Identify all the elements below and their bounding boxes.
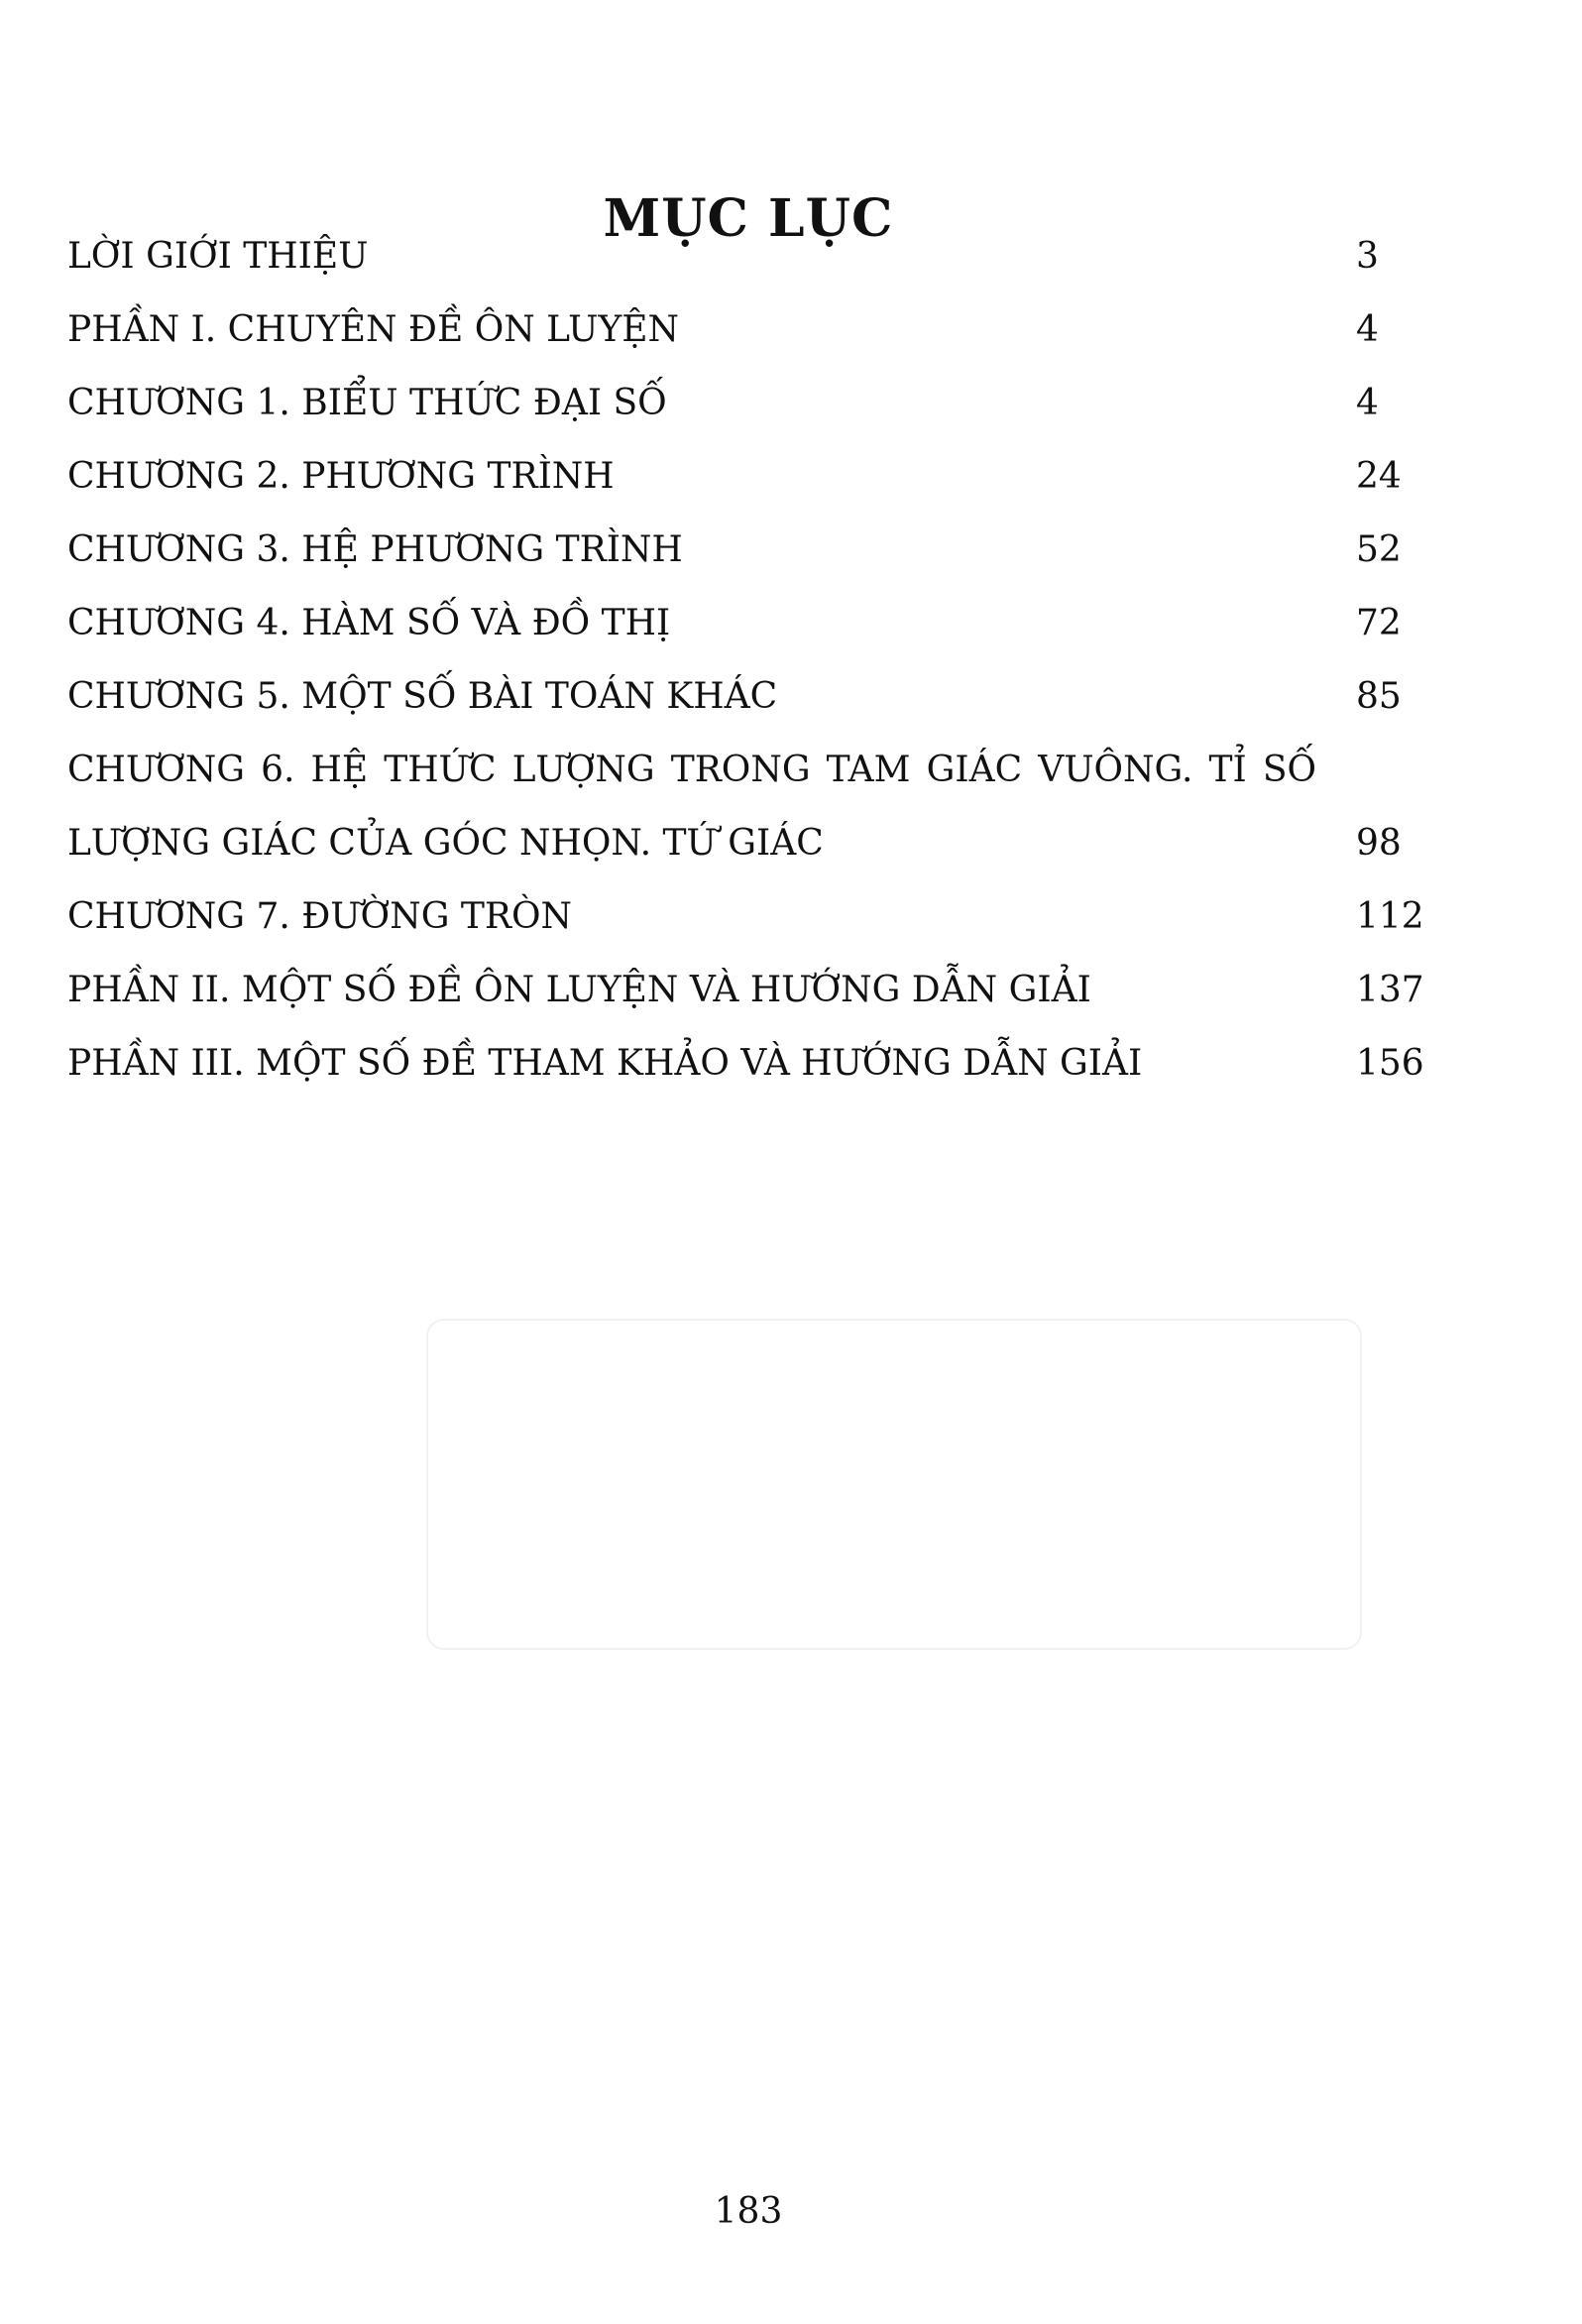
- toc-entry-label: CHƯƠNG 5. MỘT SỐ BÀI TOÁN KHÁC: [67, 676, 778, 717]
- toc-entry-page: 52: [1356, 529, 1402, 570]
- toc-entry-page: 72: [1356, 603, 1402, 643]
- toc-entry: [67, 587, 1425, 660]
- toc-entry: [67, 954, 1425, 1027]
- toc-entry-page: 85: [1356, 676, 1402, 717]
- toc-entry-label: CHƯƠNG 3. HỆ PHƯƠNG TRÌNH: [67, 529, 683, 570]
- toc-entry: [67, 440, 1425, 514]
- toc-entry-label: CHƯƠNG 6. HỆ THỨC LƯỢNG TRONG TAM GIÁC VUÔNG. TỈ SỐ: [67, 750, 1316, 790]
- toc-entry: [67, 367, 1425, 440]
- toc-entry-label: PHẦN I. CHUYÊN ĐỀ ÔN LUYỆN: [67, 309, 679, 350]
- table-of-contents: [67, 220, 1425, 1101]
- toc-entry-label: CHƯƠNG 4. HÀM SỐ VÀ ĐỒ THỊ: [67, 603, 671, 643]
- toc-entry: [67, 880, 1425, 954]
- toc-entry-page: 156: [1356, 1043, 1424, 1084]
- toc-entry-label: CHƯƠNG 7. ĐƯỜNG TRÒN: [67, 896, 573, 937]
- toc-entry-page: 4: [1356, 383, 1379, 423]
- bleed-through-box: [426, 1319, 1362, 1650]
- toc-entry-label: PHẦN II. MỘT SỐ ĐỀ ÔN LUYỆN VÀ HƯỚNG DẪN GIẢI: [67, 970, 1091, 1010]
- toc-entry-label: CHƯƠNG 2. PHƯƠNG TRÌNH: [67, 456, 615, 497]
- toc-entry-page: 112: [1356, 896, 1424, 937]
- toc-entry: [67, 514, 1425, 587]
- toc-entry-page: 4: [1356, 309, 1379, 350]
- toc-entry-page: 24: [1356, 456, 1402, 497]
- toc-entry: [67, 293, 1425, 367]
- toc-entry-page: 3: [1356, 236, 1379, 277]
- page-number: 183: [714, 2191, 783, 2232]
- toc-entry: [67, 1027, 1425, 1101]
- toc-entry-label: LƯỢNG GIÁC CỦA GÓC NHỌN. TỨ GIÁC: [67, 823, 824, 864]
- toc-entry-label: PHẦN III. MỘT SỐ ĐỀ THAM KHẢO VÀ HƯỚNG DẪN GIẢI: [67, 1043, 1143, 1084]
- toc-entry: [67, 660, 1425, 734]
- toc-entry-page: 98: [1356, 823, 1402, 864]
- toc-entry: [67, 220, 1425, 293]
- page-title: MỤC LỤC: [603, 187, 894, 249]
- toc-entry: [67, 807, 1425, 880]
- toc-entry: [67, 734, 1425, 807]
- toc-entry-page: 137: [1356, 970, 1424, 1010]
- toc-entry-label: CHƯƠNG 1. BIỂU THỨC ĐẠI SỐ: [67, 383, 667, 423]
- toc-entry-label: LỜI GIỚI THIỆU: [67, 236, 369, 277]
